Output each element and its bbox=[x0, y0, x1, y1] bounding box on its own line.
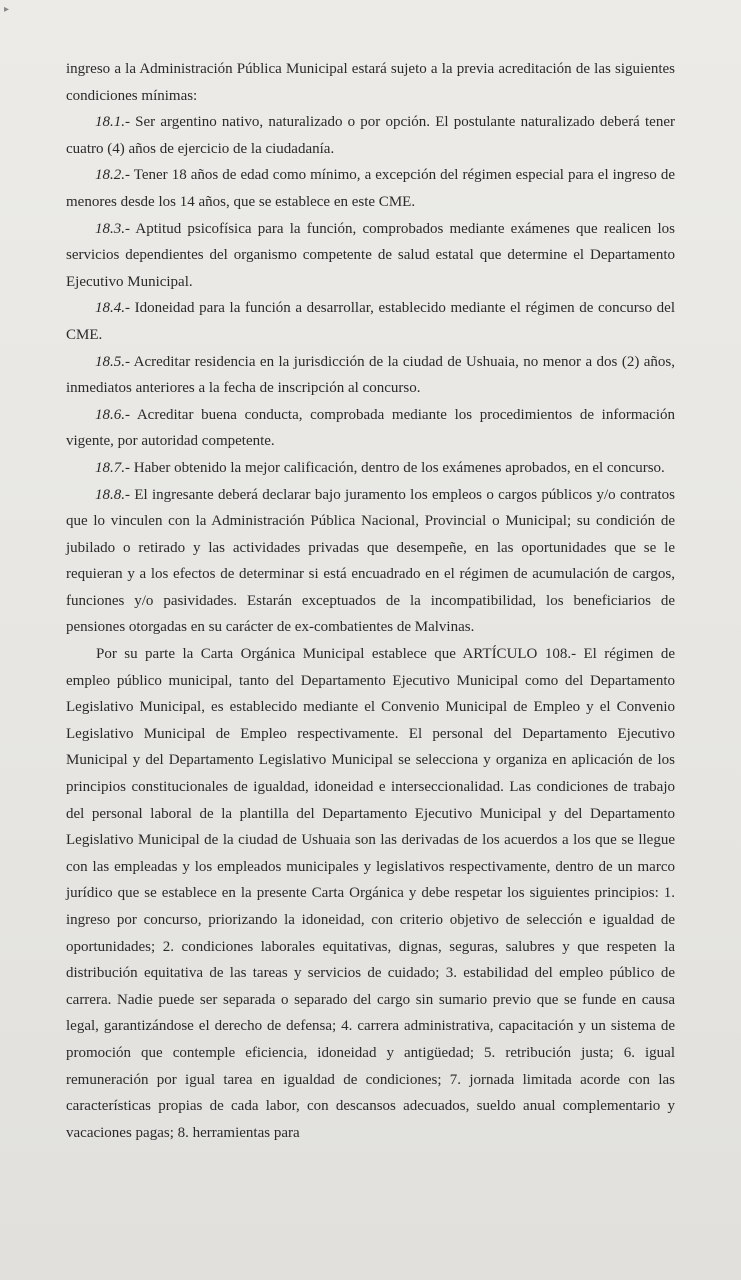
item-text: Idoneidad para la función a desarrollar, establecido mediante el régimen de concurso del CME. bbox=[66, 300, 675, 343]
item-number: 18.3.- bbox=[95, 220, 130, 237]
item-text: Ser argentino nativo, naturalizado o por opción. El postulante naturalizado deberá tener cuatro (4) años de ejercicio de la ciudadanía. bbox=[66, 114, 675, 157]
item-text: Acreditar buena conducta, comprobada mediante los procedimientos de información vigente, por autoridad competente. bbox=[66, 406, 675, 450]
list-item bbox=[66, 295, 675, 348]
item-number: 18.8.- bbox=[95, 486, 130, 503]
intro-paragraph: ingreso a la Administración Pública Municipal estará sujeto a la previa acreditación de las siguientes condiciones mínimas: bbox=[66, 61, 675, 104]
item-text: Acreditar residencia en la jurisdicción de la ciudad de Ushuaia, no menor a dos (2) años, inmediatos anteriores a la fecha de inscripción al concurso. bbox=[66, 353, 675, 397]
list-item bbox=[66, 216, 675, 296]
list-item bbox=[66, 349, 675, 402]
item-number: 18.2.- bbox=[95, 167, 130, 184]
item-number: 18.4.- bbox=[95, 300, 130, 317]
item-number: 18.6.- bbox=[95, 406, 130, 423]
corner-mark-icon: ▸ bbox=[4, 4, 10, 15]
item-number: 18.5.- bbox=[95, 353, 130, 370]
list-item bbox=[66, 402, 675, 455]
list-item bbox=[66, 455, 675, 482]
list-item bbox=[66, 109, 675, 162]
item-number: 18.7.- bbox=[95, 459, 130, 476]
item-text: El ingresante deberá declarar bajo juramento los empleos o cargos públicos y/o contratos que lo vinculen con la Administración Pública Nacional, Provincial o Municipal; su condición de jubilado o retirado y las actividades privadas que desempeñe, en las oportunidades que se le requieran y a los efectos de determinar si está encuadrado en el régimen de acumulación de cargos, funciones y/o pasividades. Estarán exceptuados de la incompatibilidad, los beneficiarios de pensiones otorgadas en su carácter de ex-combatientes de Malvinas. bbox=[66, 486, 675, 636]
list-item bbox=[66, 482, 675, 642]
item-number: 18.1.- bbox=[95, 114, 130, 131]
article-108-paragraph: Por su parte la Carta Orgánica Municipal establece que ARTÍCULO 108.- El régimen de empleo público municipal, tanto del Departamento Ejecutivo Municipal como del Departamento Legislativo Municipal, es establecido mediante el Convenio Municipal de Empleo y el Convenio Legislativo Municipal de Empleo respectivamente. El personal del Departamento Ejecutivo Municipal y del Departamento Legislativo Municipal se selecciona y organiza en aplicación de los principios constitucionales de igualdad, idoneidad e interseccionalidad. Las condiciones de trabajo del personal laboral de la plantilla del Departamento Ejecutivo Municipal y del Departamento Legislativo Municipal de la ciudad de Ushuaia son las derivadas de los acuerdos a los que se llegue con las empleadas y los empleados municipales y legislativos respectivamente, dentro de un marco jurídico que se establece en la presente Carta Orgánica y debe respetar los siguientes principios: 1. ingreso por concurso, priorizando la idoneidad, con criterio objetivo de selección e igualdad de oportunidades; 2. condiciones laborales equitativas, dignas, seguras, salubres y que respeten la distribución equitativa de las tareas y servicios de cuidado; 3. estabilidad del empleo público de carrera. Nadie puede ser separada o separado del cargo sin sumario previo que se funde en causa legal, garantizándose el derecho de defensa; 4. carrera administrativa, capacitación y un sistema de promoción que contemple eficiencia, idoneidad y antigüedad; 5. retribución justa; 6. igual remuneración por igual tarea en igualdad de condiciones; 7. jornada limitada acorde con las características propias de cada labor, con descansos adecuados, sueldo anual complementario y vacaciones pagas; 8. herramientas para bbox=[66, 646, 675, 1141]
item-text: Haber obtenido la mejor calificación, dentro de los exámenes aprobados, en el concurso. bbox=[130, 459, 665, 476]
list-item bbox=[66, 162, 675, 215]
item-text: Tener 18 años de edad como mínimo, a excepción del régimen especial para el ingreso de menores desde los 14 años, que se establece en este CME. bbox=[66, 167, 675, 210]
item-text: Aptitud psicofísica para la función, comprobados mediante exámenes que realicen los servicios dependientes del organismo competente de salud estatal que determine el Departamento Ejecutivo Municipal. bbox=[66, 220, 675, 290]
